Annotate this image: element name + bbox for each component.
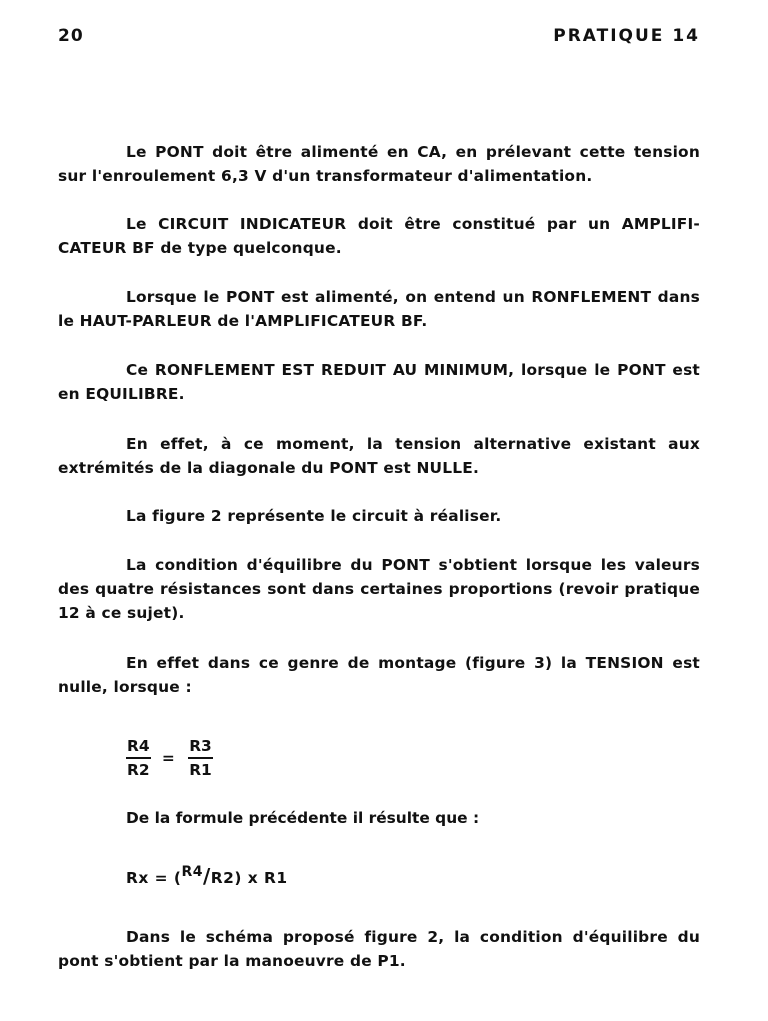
page-number: 20: [58, 26, 84, 46]
fraction-left-denominator: R2: [127, 761, 150, 779]
equals-sign: =: [161, 749, 175, 767]
paragraph-closing: Dans le schéma proposé figure 2, la condition d'équilibre du pont s'obtient par la manoeuvre de P1.: [58, 928, 700, 970]
result-intro: De la formule précédente il résulte que :: [126, 809, 480, 827]
paragraph-hum: Lorsque le PONT est alimenté, on entend un RONFLEMENT dans le HAUT-PARLEUR de l'AMPLIFICATEUR BF.: [58, 288, 700, 330]
fraction-right-numerator: R3: [188, 736, 213, 759]
rx-formula-slash: /: [202, 864, 211, 888]
fraction-right-denominator: R1: [189, 761, 212, 779]
paragraph-minimum: Ce RONFLEMENT EST REDUIT AU MINIMUM, lorsque le PONT est en EQUILIBRE.: [58, 361, 700, 403]
rx-formula: [126, 864, 288, 888]
fraction-right: [188, 736, 213, 780]
fraction-left: [126, 736, 151, 780]
rx-formula-lhs: Rx = (: [126, 869, 182, 887]
rx-formula-superscript: R4: [181, 864, 203, 880]
rx-formula-rest: R2) x R1: [210, 869, 288, 887]
fraction-left-numerator: R4: [126, 736, 151, 759]
paragraph-figure-ref: La figure 2 représente le circuit à réaliser.: [126, 507, 502, 525]
paragraph-indicator: Le CIRCUIT INDICATEUR doit être constitué par un AMPLIFI-CATEUR BF de type quelconque.: [58, 215, 700, 257]
ratio-formula: [126, 736, 213, 780]
paragraph-power: Le PONT doit être alimenté en CA, en prélevant cette tension sur l'enroulement 6,3 V d'un transformateur d'alimentation.: [58, 143, 700, 185]
paragraph-null-voltage: En effet, à ce moment, la tension alternative existant aux extrémités de la diagonale du PONT est NULLE.: [58, 435, 700, 477]
paragraph-balance-condition: La condition d'équilibre du PONT s'obtient lorsque les valeurs des quatre résistances sont dans certaines proportions (revoir pratique 12 à ce sujet).: [58, 556, 700, 622]
paragraph-montage: En effet dans ce genre de montage (figure 3) la TENSION est nulle, lorsque :: [58, 654, 700, 696]
section-title: PRATIQUE 14: [553, 26, 700, 46]
